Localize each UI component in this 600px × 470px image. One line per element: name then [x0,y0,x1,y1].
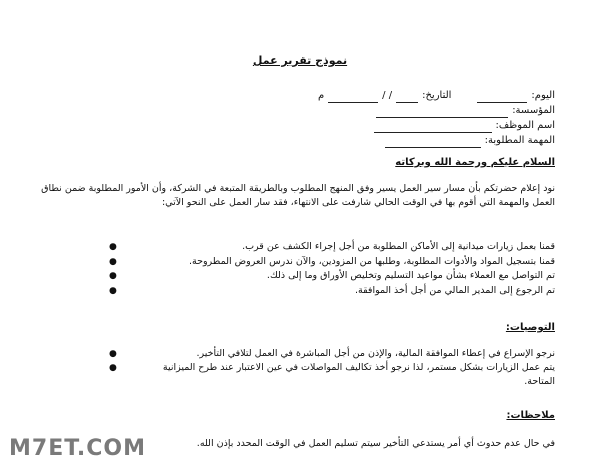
recommendations-list [109,347,555,389]
list-item: قمنا بعمل زيارات ميدانية إلى الأماكن المطلوبة من أجل إجراء الكشف عن قرب. ● [135,240,555,255]
org-line [376,108,508,118]
list-item: تم التواصل مع العملاء بشأن مواعيد التسليم وتخليص الأوراق وما إلى ذلك. ● [135,269,555,284]
employee-line [374,123,492,133]
notes-heading: ملاحظات: [506,410,555,421]
intro-paragraph: نود إعلام حضرتكم بأن مسار سير العمل يسير وفق المنهج المطلوب وبالطريقة المتبعة في الشركة، وأن الأمور المطلوبة ضمن نطاق العمل والمهمة التي أقوم بها في الوقت الحالي شارفت على الانتهاء، فقد سار العمل على النحو الآتي: [41,183,555,208]
bullet-icon: ● [109,285,117,296]
list-item: تم الرجوع إلى المدير المالي من أجل أخذ الموافقة. ● [135,284,555,299]
note-text: في حال عدم حدوث أي أمر يستدعي التأخير سيتم تسليم العمل في الوقت المحدد بإذن الله. [196,438,555,449]
bullet-icon: ● [109,271,117,281]
list-item: نرجو الإسراع في إعطاء الموافقة المالية، والإذن من أجل المباشرة في العمل لتلافي التأخير. ● [109,348,555,359]
date-suffix: م [317,90,325,101]
task-row [35,133,555,148]
date-line-year [328,93,378,103]
bullet-icon: ● [109,256,117,267]
date-label: التاريخ: [422,90,452,101]
org-label: المؤسسة: [512,105,555,116]
bullet-icon: ● [109,363,117,373]
recommendations-heading: التوصيات: [505,322,555,333]
header-fields [35,88,555,148]
day-line [477,93,527,103]
bullet-icon: ● [109,349,117,359]
document-title: نموذج تقرير عمل [252,54,348,67]
task-label: المهمة المطلوبة: [484,135,555,146]
list-item: يتم عمل الزيارات بشكل مستمر، لذا نرجو أخذ تكاليف المواصلات في عين الاعتبار عند طرح الميزانية المتاحة. ● [109,362,555,387]
list-item: قمنا بتسجيل المواد والأدوات المطلوبة، وطلبها من المزودين، والآن ندرس العروض المطروحة. ● [135,255,555,270]
site-watermark: M7ET.COM [5,436,150,462]
bullet-icon: ● [109,242,117,252]
employee-row [35,118,555,133]
employee-label: اسم الموظف: [495,120,555,131]
date-value: / / [382,90,393,101]
task-line [385,138,481,148]
greeting: السلام عليكم ورحمة الله وبركاته [395,157,555,168]
progress-list [109,240,555,298]
org-row [35,103,555,118]
day-label: اليوم: [531,90,555,101]
day-date-row [35,88,555,103]
date-line-day [396,93,418,103]
